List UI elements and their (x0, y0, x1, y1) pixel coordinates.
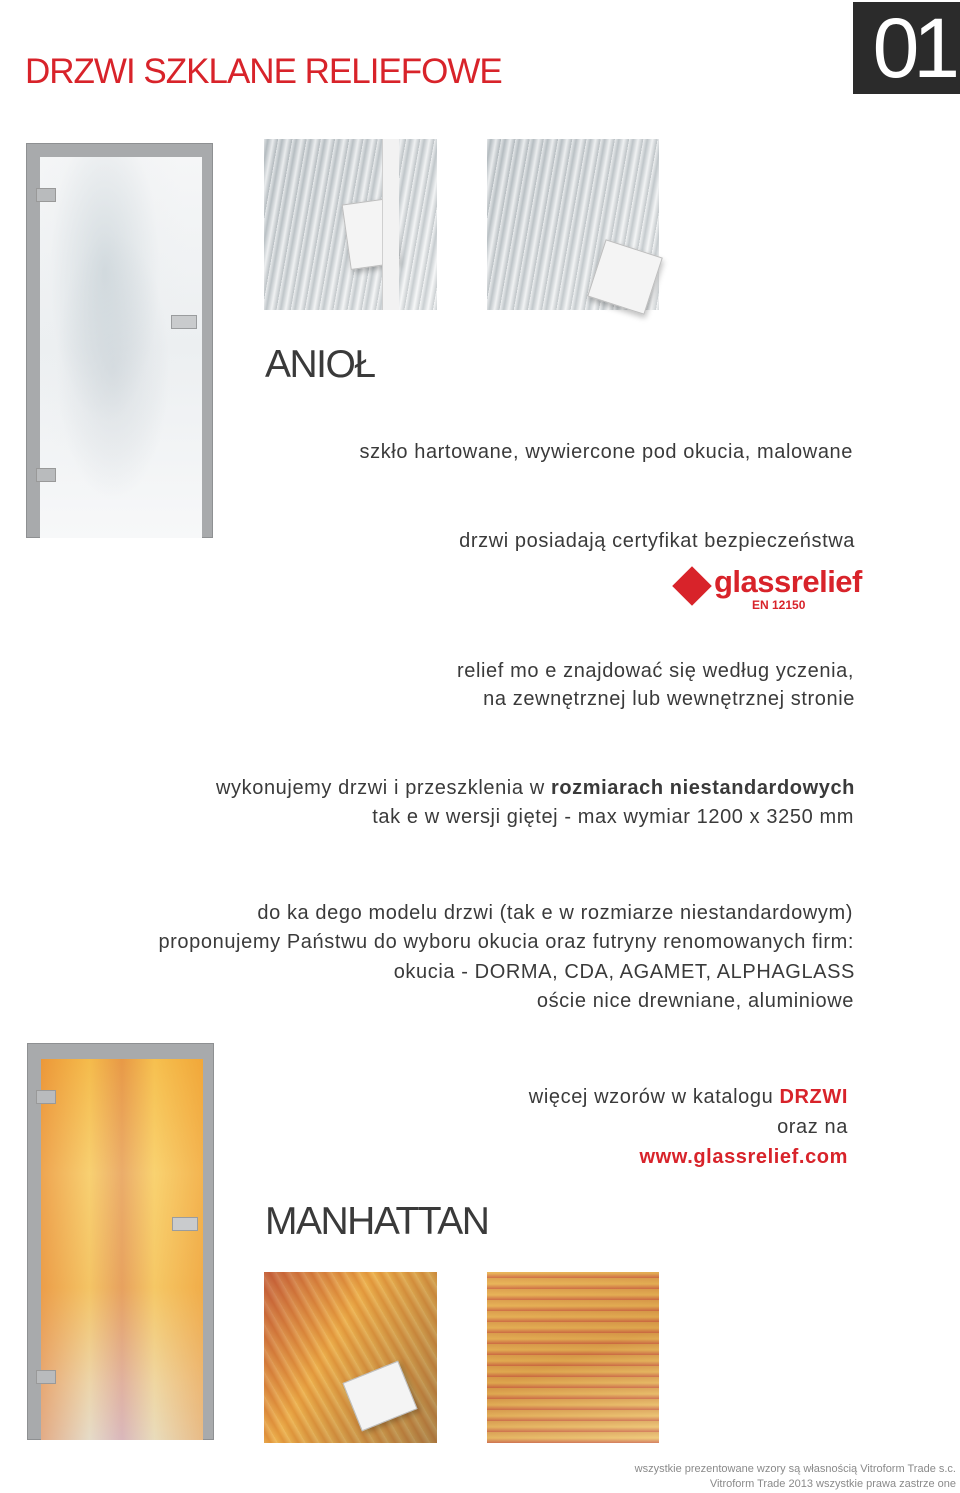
door-angel-frame (26, 143, 213, 538)
angel-detail-photo-2 (487, 139, 659, 310)
door-hinge-top (36, 188, 56, 202)
door-hinge-bottom (36, 468, 56, 482)
door-knob-detail-2 (587, 239, 663, 315)
glassrelief-logo (672, 564, 862, 614)
more-catalog-text: więcej wzorów w katalogu (528, 1086, 780, 1108)
en-cert-label: EN 12150 (752, 598, 806, 612)
info-line-model-1: do ka dego modelu drzwi (tak e w rozmiarze niestandardowym) (257, 902, 853, 924)
door-manhattan-frame (27, 1043, 214, 1440)
model-name-manhattan: MANHATTAN (265, 1200, 489, 1243)
door-knob-detail-3 (342, 1361, 417, 1432)
info-line-custom-2: tak e w wersji giętej - max wymiar 1200 x 3250 mm (372, 806, 854, 828)
info-line-custom-1-text: wykonujemy drzwi i przeszklenia w (215, 777, 551, 799)
info-line-relief-2: na zewnętrznej lub wewnętrznej stronie (483, 688, 855, 710)
door-handle-2 (172, 1217, 198, 1231)
footer-rights-line-1: wszystkie prezentowane wzory są własnością Vitroform Trade s.c. (634, 1463, 956, 1475)
footer-rights-line-2: Vitroform Trade 2013 wszystkie prawa zastrze one (709, 1478, 956, 1490)
more-oraz-line: oraz na (777, 1116, 848, 1138)
info-line-glass: szkło hartowane, wywiercone pod okucia, malowane (359, 441, 853, 463)
website-link[interactable]: www.glassrelief.com (639, 1146, 848, 1168)
door-angel-glass (40, 157, 202, 538)
info-line-custom-1 (216, 777, 855, 800)
glassrelief-logo-mark-icon (672, 566, 712, 606)
manhattan-detail-photo-2 (487, 1272, 659, 1443)
door-hinge-bottom-2 (36, 1370, 56, 1384)
info-line-hardware: okucia - DORMA, CDA, AGAMET, ALPHAGLASS (393, 961, 855, 983)
info-line-model-2: proponujemy Państwu do wyboru okucia oraz futryny renomowanych firm: (158, 931, 854, 953)
door-hinge-top-2 (36, 1090, 56, 1104)
catalog-name: DRZWI (779, 1086, 848, 1108)
door-handle (171, 315, 197, 329)
page-number-badge: 01 (853, 2, 960, 94)
info-line-custom-1-bold: rozmiarach niestandardowych (550, 777, 855, 799)
more-catalog-line (529, 1086, 848, 1109)
info-line-certificate: drzwi posiadają certyfikat bezpieczeństwa (459, 530, 855, 552)
info-line-relief-1: relief mo e znajdować się według yczenia, (456, 660, 854, 682)
model-name-angel: ANIOŁ (265, 343, 375, 386)
glassrelief-logo-text: glassrelief (714, 564, 862, 599)
door-manhattan-glass (41, 1059, 203, 1440)
page-title: DRZWI SZKLANE RELIEFOWE (25, 52, 502, 91)
manhattan-detail-photo-1 (264, 1272, 437, 1443)
angel-detail-photo-1 (264, 139, 437, 310)
info-line-frames: oście nice drewniane, aluminiowe (536, 990, 854, 1012)
frame-edge-detail (382, 139, 399, 310)
